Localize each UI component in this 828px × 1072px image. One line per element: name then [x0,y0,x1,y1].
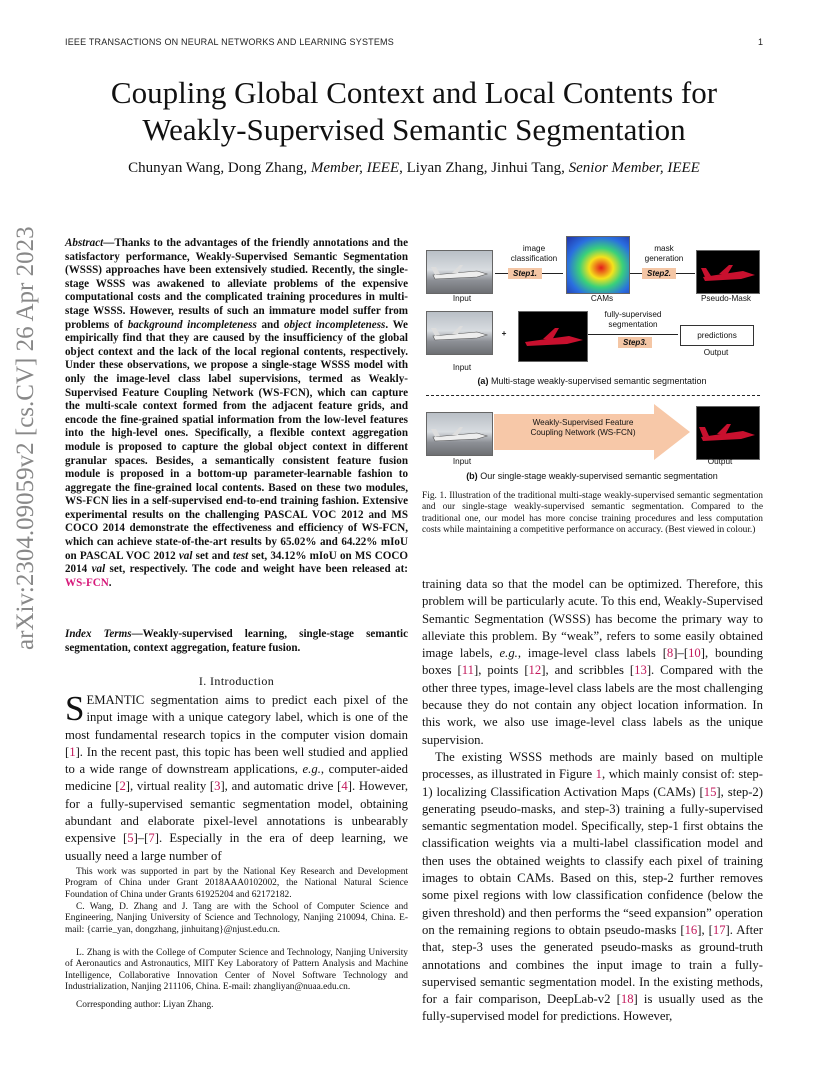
abstract-em-2: object incompleteness [283,318,386,331]
output-mask-image [696,406,760,460]
citation-link[interactable]: 15 [703,784,717,799]
abstract-label: Abstract [65,237,104,249]
citation-link[interactable]: 12 [528,663,542,678]
step3-badge: Step3. [618,337,652,348]
figure-1 [422,236,764,484]
abstract-text-3: . We empirically find that they are caused by the insufficiency of the global object context and the lack of the local regional contents, respectively. Under these observations, we propose a single-stage WSSS model with only the image-level class label supervisions, termed as Weakly-Supervised Feature Coupling Network (WS-FCN), which can capture the multi-scale context formed from the adjacent feature grids, and encode the fine-grained spatial information from the low-level features into the high-level ones. Specifically, a flexible context aggregation module is proposed to capture the global object context in different granular spaces. Besides, a semantically consistent feature fusion module is proposed in a bottom-up parameter-learnable fashion to aggregate the fine-grained local contents. Based on these two modules, WS-FCN lies in a self-supervised end-to-end training fashion. Extensive experimental results on the challenging PASCAL VOC 2012 and MS COCO 2014 demonstrate the effectiveness and efficiency of WS-FCN, which can achieve state-of-the-art results by 65.02% and 64.22% mIoU on PASCAL VOC 2012 [65,318,408,562]
caption-a-label: (a) [477,376,489,386]
index-terms [65,628,408,655]
section-heading: I. Introduction [198,674,275,688]
step2-badge: Step2. [642,268,676,279]
journal-header: IEEE TRANSACTIONS ON NEURAL NETWORKS AND LEARNING SYSTEMS [65,37,394,47]
author-member: Member, IEEE [310,160,400,176]
footnote-funding: This work was supported in part by the National Key Research and Development Program of China under Grant 2018AAA0102002, the National Natural Science Foundation of China under Grants 61925204 and 62172182. [65,867,408,900]
output-label: Output [703,348,729,357]
input-image [426,311,493,355]
author-names-1: Chunyan Wang, Dong Zhang, [128,160,311,176]
citation-link[interactable]: 16 [684,922,698,937]
pseudo-mask-image [696,250,760,294]
figure-caption: Fig. 1. Illustration of the traditional multi-stage weakly-supervised semantic segmentation and our single-stage weakly-supervised semantic segmentation. Compared to the traditional one, our model has more concise training procedures and less computation costs while maintaining a competitive performance on accuracy. (Best viewed in colour.) [422,491,763,536]
paragraph [422,576,763,749]
step1-badge: Step1. [508,268,542,279]
intro-text: , computer-aided medicine [ [65,762,408,794]
cams-label: CAMs [590,294,614,303]
index-terms-label: Index Terms [65,628,132,640]
airplane-mask-icon [697,407,759,459]
intro-text: EMANTIC segmentation aims to predict each pixel of the input image with a unique category label, which is one of the most fundamental research topics in the computer vision domain [ [65,693,408,759]
figure-caption-b [442,471,742,481]
intro-text: ]. Especially in the era of deep learning, we usually need a large number of [65,831,408,863]
image-classification-label: image classification [510,244,558,263]
intro-text: ], and automatic drive [ [220,779,342,794]
input-label: Input [452,294,472,303]
title-line-1: Coupling Global Context and Local Contents for [110,75,718,110]
drop-cap: S [65,689,85,728]
abstract-em-3: val [178,549,193,562]
output-label: Output [707,457,733,466]
body-text: ]–[ [673,646,689,661]
dashed-divider [426,395,760,396]
input-label: Input [452,457,472,466]
citation-link[interactable]: 1 [69,744,76,759]
page-number: 1 [758,37,764,47]
citation-link[interactable]: 3 [214,779,221,794]
abstract-text-5: set, 34.12% mIoU on MS COCO 2014 [65,549,408,576]
wsfcn-label: Weakly-Supervised Feature Coupling Network (WS-FCN) [530,418,636,437]
body-text: , image-level class labels [ [517,646,667,661]
citation-link[interactable]: 5 [127,831,134,846]
airplane-photo-icon [427,312,492,354]
pseudo-mask-image [518,311,588,362]
intro-text: ]. However, for a fully-supervised semantic segmentation model, obtaining abundant and elaborate pixel-level annotations is unbearably expensive [ [65,779,408,846]
intro-paragraph [65,689,408,865]
airplane-mask-icon [519,312,587,361]
intro-text: ]–[ [133,831,149,846]
arxiv-stamp: arXiv:2304.09059v2 [cs.CV] 26 Apr 2023 [12,226,39,650]
abstract-em-5: val [91,563,106,576]
abstract-text-4: set and [192,549,233,562]
caption-b-label: (b) [466,471,478,481]
abstract [65,237,408,590]
input-label: Input [452,363,472,372]
citation-link[interactable]: 13 [634,663,647,678]
abstract-text-1: —Thanks to the advantages of the friendly annotations and the satisfactory performance, Weakly-Supervised Semantic Segmentation (WSSS) approaches have been extensively studied. Recently, the single-stage WSSS was awakened to alleviate problems of the expensive computational costs and the complicated training procedures in multi-stage WSSS. However, results of such an immature model suffer from problems of [65,237,408,331]
citation-link[interactable]: 8 [666,646,674,661]
airplane-photo-icon [427,251,492,293]
citation-link[interactable]: 2 [119,779,126,794]
body-text: ], points [ [474,663,529,678]
body-em: e.g. [499,646,518,661]
code-link[interactable]: WS-FCN [65,576,109,589]
abstract-text-6: set, respectively. The code and weight have been released at: [105,563,408,576]
figure-caption-a [442,376,742,386]
abstract-em-4: test [232,549,249,562]
body-text: , which mainly consist of: step-1) localizing Classification Activation Maps (CAMs) [ [422,767,764,799]
pseudo-mask-label: Pseudo-Mask [700,294,752,303]
caption-a-text: Multi-stage weakly-supervised semantic segmentation [488,376,707,386]
caption-b-text: Our single-stage weakly-supervised semantic segmentation [477,471,718,481]
citation-link[interactable]: 4 [341,779,348,794]
arrow-line [588,334,678,335]
figure-link[interactable]: 1 [595,767,603,782]
paragraph [422,749,763,1026]
body-text: ], [ [697,922,713,937]
body-text: training data so that the model can be optimized. Therefore, this problem will be particularly acute. To this end, Weakly-Supervised Semantic Segmentation (WSSS) has become the primary way to alleviate this problem. By “weak”, refers to some easily obtained image labels, [422,577,763,661]
citation-link[interactable]: 7 [148,831,155,846]
plus-sign: + [501,329,507,338]
abstract-text-7: . [108,576,112,589]
intro-text: ]. In the recent past, this topic has been well studied and applied to a wide range of downstream applications, [65,744,408,777]
mask-generation-label: mask generation [644,244,684,263]
predictions-box: predictions [680,325,754,346]
footnote-affiliation-2: L. Zhang is with the College of Computer Science and Technology, Nanjing University of Aeronautics and Astronautics, MIIT Key Laboratory of Pattern Analysis and Machine Intelligence, Collaborative Innovation Center of Novel Software Technology and Industrialization, Nanjing 211106, China. E-mail: zhangliyan@nuaa.edu.cn. [65,948,408,992]
body-text: The existing WSSS methods are mainly based on multiple processes, as illustrated in Figure [422,749,763,782]
input-image [426,412,493,456]
paper-title [40,74,788,148]
body-text: ], bounding boxes [ [422,646,763,678]
intro-text: ], virtual reality [ [125,779,215,794]
citation-link[interactable]: 18 [620,992,634,1007]
right-column-text [422,576,763,1026]
airplane-photo-icon [427,413,492,455]
index-terms-text: —Weakly-supervised learning, single-stage semantic segmentation, context aggregation, feature fusion. [65,628,408,654]
abstract-em-1: background incompleteness [127,318,257,331]
title-line-2: Weakly-Supervised Semantic Segmentation [142,112,686,147]
input-image [426,250,493,294]
citation-link[interactable]: 10 [688,646,701,661]
cam-heatmap [566,236,630,294]
body-text: ] is usually used as the fully-supervised model for predictions. However, [422,992,763,1024]
abstract-text-2: and [256,318,284,331]
body-text: ], step-2) generating pseudo-masks, and step-3) training a fully-supervised semantic segmentation model. Specifically, step-1 first obtains the classification weights via a multi-label classification model and then uses the obtained weights to classify each pixel of training images to obtain CAMs. Based on this, step-2 further removes some pixel regions with low classification confidence (below the given threshold) and then performs the “seed expansion” operation on the remaining regions to obtain pseudo-masks [ [422,784,763,937]
body-text: ], and scribbles [ [541,663,635,678]
body-text: ]. Compared with the other three types, image-level class labels are the most challenging because they do not contain any object location information. In this work, we also use image-level class labels as the unique supervision. [422,663,763,747]
author-names-2: , Liyan Zhang, Jinhui Tang, [399,160,569,176]
citation-link[interactable]: 11 [461,663,474,678]
fully-supervised-label: fully-supervised segmentation [604,310,662,329]
body-text: ]. After that, step-3 uses the generated pseudo-masks as ground-truth annotations and combines the input image to train a fully-supervised semantic segmentation model. In the existing methods, for a fair comparison, DeepLab-v2 [ [422,922,763,1007]
author-list [40,160,788,177]
footnote-affiliation-1: C. Wang, D. Zhang and J. Tang are with the School of Computer Science and Engineering, Nanjing University of Science and Technology, Nanjing 210094, China. E-mail: {carrie_yan, dongzhang, jinhuitang}@njust.edu.cn. [65,902,408,935]
intro-em: e.g. [302,762,321,777]
citation-link[interactable]: 17 [712,922,726,937]
footnote-corresponding: Corresponding author: Liyan Zhang. [76,1000,214,1010]
author-senior: Senior Member, IEEE [568,160,700,176]
airplane-mask-icon [697,251,759,293]
